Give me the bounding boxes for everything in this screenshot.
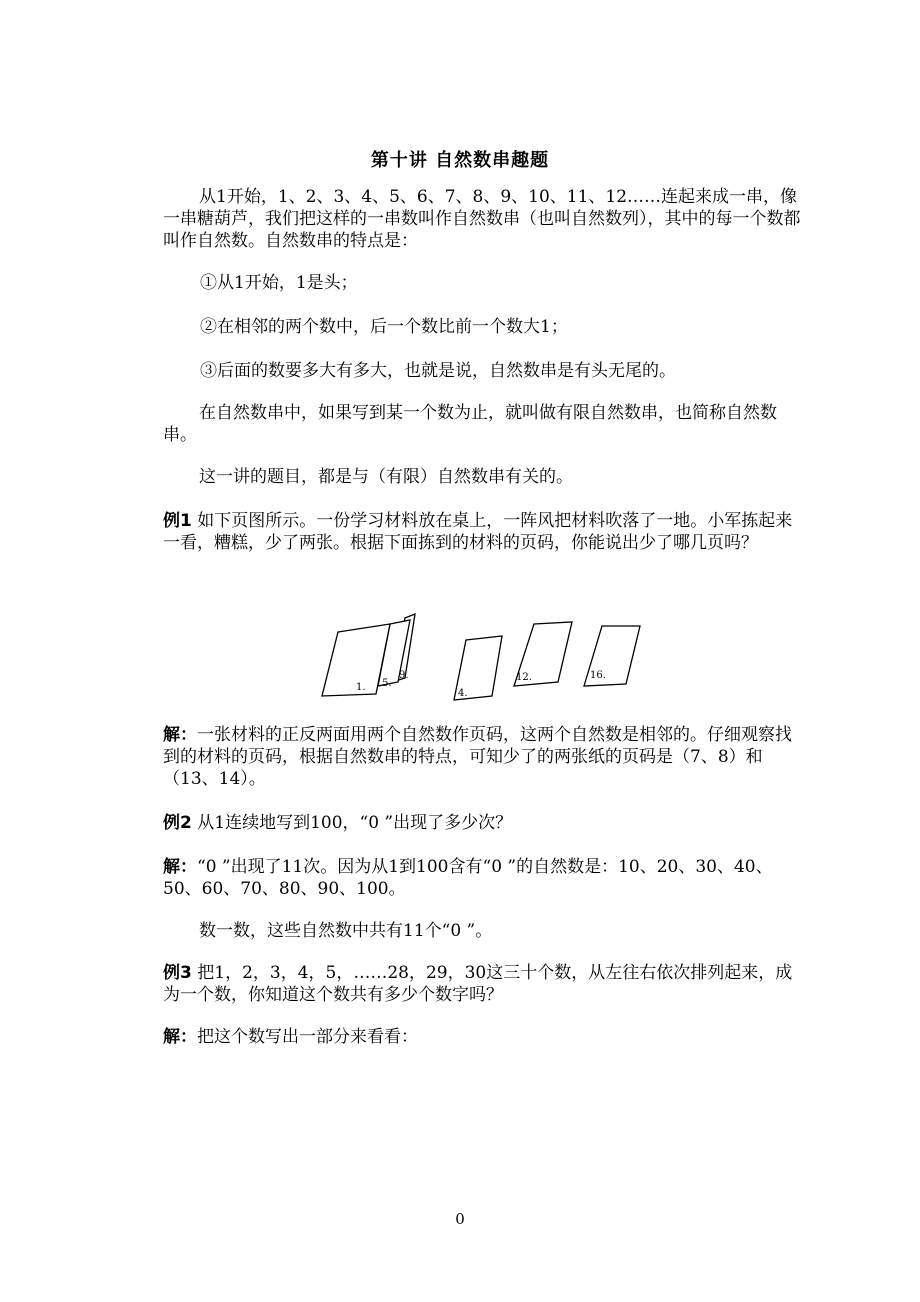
- solution-2-count: 数一数，这些自然数中共有11个“0 ”。: [199, 921, 493, 941]
- page-number: 0: [455, 1210, 465, 1228]
- solution-1-label: 解：: [163, 725, 197, 745]
- solution-3: [163, 1026, 803, 1048]
- solution-2-text: “0 ”出现了11次。因为从1到100含有“0 ”的自然数是：10、20、30、40、50、60、70、80、90、100。: [163, 857, 773, 899]
- scattered-pages-figure: [310, 608, 650, 704]
- example-1-label: 例1: [163, 511, 192, 531]
- example-2: [163, 812, 803, 834]
- example-2-text: 从1连续地写到100，“0 ”出现了多少次？: [191, 813, 513, 833]
- lecture-note-paragraph: 这一讲的题目，都是与（有限）自然数串有关的。: [199, 467, 573, 487]
- feature-2: ②在相邻的两个数中，后一个数比前一个数大1；: [200, 317, 568, 337]
- page-number-label: 5.: [382, 678, 392, 689]
- page-number-label: 9.: [399, 670, 409, 681]
- finite-definition-paragraph: 在自然数串中，如果写到某一个数为止，就叫做有限自然数串，也简称自然数串。: [163, 403, 777, 445]
- solution-2-label: 解：: [163, 857, 197, 877]
- page-number-label: 4.: [458, 688, 468, 699]
- example-2-label: 例2: [163, 813, 192, 833]
- solution-1: [163, 724, 803, 790]
- page-number-label: 1.: [356, 682, 366, 693]
- example-3-text: 把1，2，3，4，5，……28，29，30这三十个数，从左往右依次排列起来，成为一个数，你知道这个数共有多少个数字吗？: [163, 963, 793, 1005]
- intro-paragraph: 从1开始，1、2、3、4、5、6、7、8、9、10、11、12……连起来成一串，像一串糖葫芦，我们把这样的一串数叫作自然数串（也叫自然数列），其中的每一个数都叫作自然数。自然数串的特点是：: [163, 187, 801, 251]
- page-title: 第十讲 自然数串趣题: [370, 150, 550, 171]
- solution-3-label: 解：: [163, 1027, 197, 1047]
- example-1: [163, 510, 803, 554]
- solution-2: [163, 856, 803, 900]
- example-3: [163, 962, 803, 1006]
- page-number-label: 16.: [590, 670, 606, 681]
- example-1-text: 如下页图所示。一份学习材料放在桌上，一阵风把材料吹落了一地。小军拣起来一看，糟糕，少了两张。根据下面拣到的材料的页码，你能说出少了哪几页吗？: [163, 511, 793, 553]
- solution-3-text: 把这个数写出一部分来看看：: [197, 1027, 418, 1047]
- feature-3: ③后面的数要多大有多大，也就是说，自然数串是有头无尾的。: [200, 361, 676, 381]
- solution-1-text: 一张材料的正反两面用两个自然数作页码，这两个自然数是相邻的。仔细观察找到的材料的页码，根据自然数串的特点，可知少了的两张纸的页码是（7、8）和（13、14）。: [163, 725, 792, 789]
- page-number-label: 12.: [516, 672, 532, 683]
- feature-1: ①从1开始，1是头；: [200, 273, 358, 293]
- example-3-label: 例3: [163, 963, 192, 983]
